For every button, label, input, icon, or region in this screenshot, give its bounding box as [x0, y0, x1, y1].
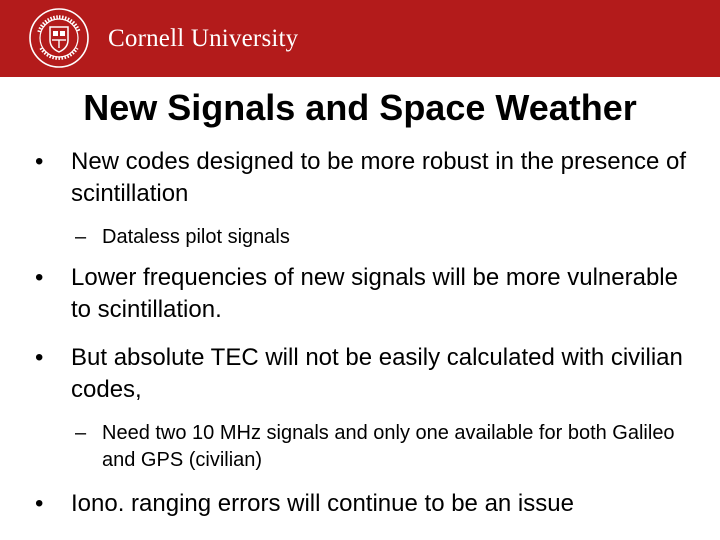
- bullet-iono-errors: [35, 488, 695, 520]
- slide-title: New Signals and Space Weather: [83, 87, 637, 128]
- bullet-marker: •: [35, 148, 44, 175]
- dash-marker: –: [75, 226, 87, 248]
- bullet-new-codes: [35, 146, 695, 210]
- sub-bullet-mhz-signals: [75, 420, 685, 474]
- bullet-marker: •: [35, 490, 44, 517]
- bullet-marker: •: [35, 264, 44, 291]
- bullet-text: Iono. ranging errors will continue to be an issue: [71, 490, 574, 517]
- header-banner: [0, 0, 720, 77]
- bullet-absolute-tec: [35, 342, 695, 406]
- dash-marker: –: [75, 422, 87, 444]
- bullet-text: New codes designed to be more robust in the presence of scintillation: [71, 148, 687, 207]
- bullet-lower-frequencies: [35, 262, 695, 326]
- bullet-text: Lower frequencies of new signals will be more vulnerable to scintillation.: [71, 264, 678, 323]
- sub-bullet-text: Need two 10 MHz signals and only one available for both Galileo and GPS (civilian): [102, 422, 675, 471]
- bullet-marker: •: [35, 344, 44, 371]
- cornell-seal-logo: [28, 7, 90, 69]
- sub-bullet-pilot-signals: [75, 224, 685, 251]
- bullet-text: But absolute TEC will not be easily calculated with civilian codes,: [71, 344, 683, 403]
- sub-bullet-text: Dataless pilot signals: [102, 226, 290, 248]
- university-name: Cornell University: [108, 25, 299, 52]
